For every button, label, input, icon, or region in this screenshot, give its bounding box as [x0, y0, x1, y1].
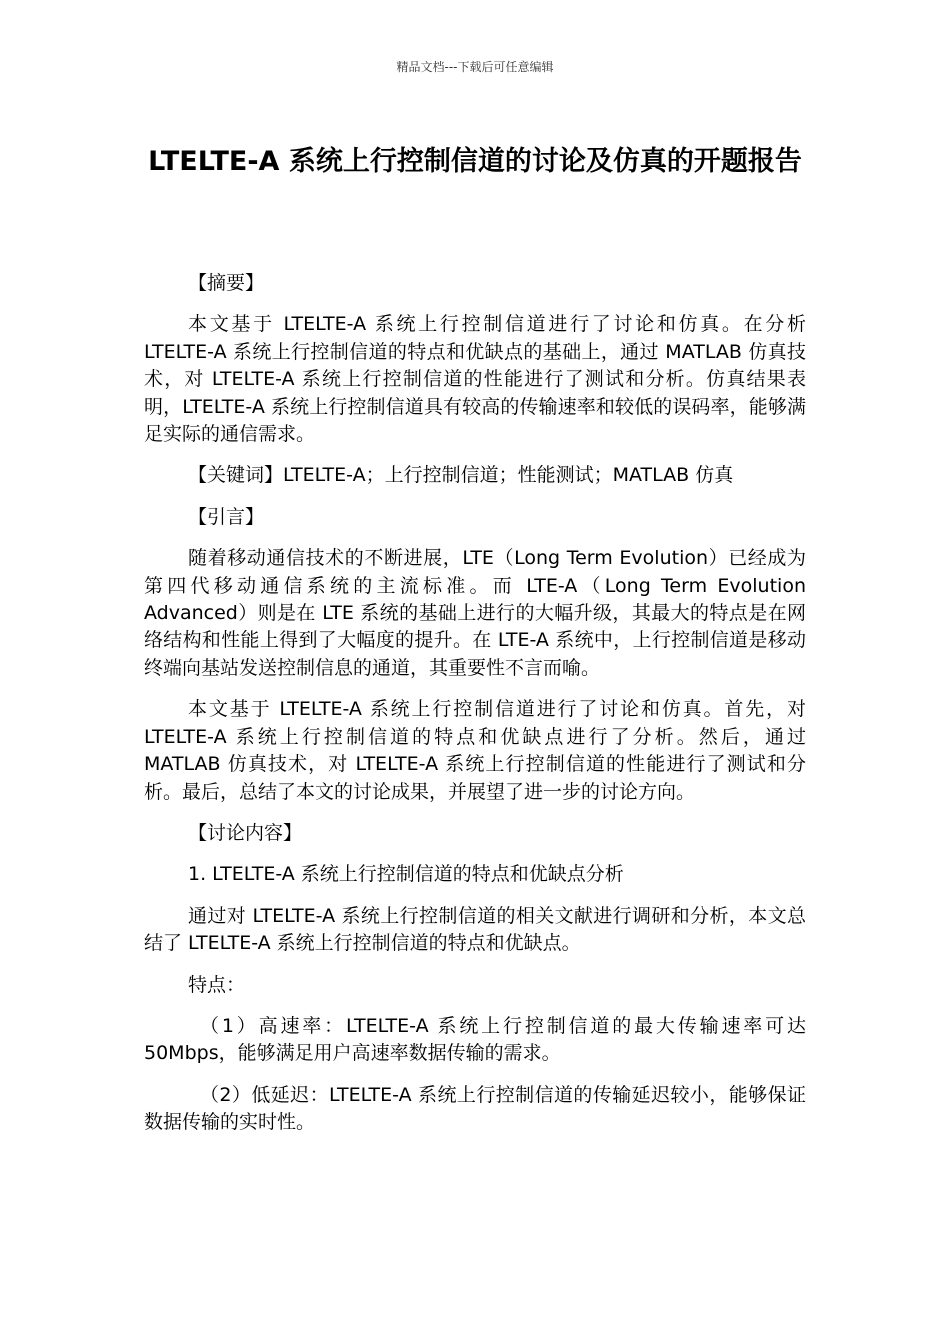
features-label: 特点： — [188, 973, 246, 996]
abstract-heading: 【摘要】 — [188, 272, 265, 294]
feature-item-1: （1）高速率：LTELTE-A 系统上行控制信道的最大传输速率可达 50Mbps，能够满足用户高速率数据传输的需求。 — [144, 1014, 806, 1065]
page-header: 精品文档---下载后可任意编辑 — [396, 60, 554, 74]
section-1-heading: 1. LTELTE-A 系统上行控制信道的特点和优缺点分析 — [188, 863, 624, 886]
document-body — [144, 270, 806, 1151]
intro-paragraph-1: 随着移动通信技术的不断进展，LTE（Long Term Evolution）已经成为第四代移动通信系统的主流标准。而 LTE-A（Long Term Evolution Advanced）则是在 LTE 系统的基础上进行的大幅升级，其最大的特点是在网络结构和性能上得到了大幅度的提升。在 LTE-A 系统中，上行控制信道是移动终端向基站发送控制信息的通道，其重要性不言而喻。 — [144, 547, 806, 679]
intro-heading: 【引言】 — [188, 505, 265, 528]
abstract-paragraph: 本文基于 LTELTE-A 系统上行控制信道进行了讨论和仿真。在分析 LTELTE-A 系统上行控制信道的特点和优缺点的基础上，通过 MATLAB 仿真技术，对 LTELTE-A 系统上行控制信道的性能进行了测试和分析。仿真结果表明，LTELTE-A 系统上行控制信道具有较高的传输速率和较低的误码率，能够满足实际的通信需求。 — [144, 313, 806, 446]
intro-paragraph-2: 本文基于 LTELTE-A 系统上行控制信道进行了讨论和仿真。首先，对 LTELTE-A 系统上行控制信道的特点和优缺点进行了分析。然后，通过 MATLAB 仿真技术，对 LTELTE-A 系统上行控制信道的性能进行了测试和分析。最后，总结了本文的讨论成果，并展望了进一步的讨论方向。 — [144, 698, 806, 803]
content-heading: 【讨论内容】 — [188, 821, 303, 844]
keywords-line: 【关键词】LTELTE-A；上行控制信道；性能测试；MATLAB 仿真 — [188, 464, 734, 487]
section-1-paragraph: 通过对 LTELTE-A 系统上行控制信道的相关文献进行调研和分析，本文总结了 LTELTE-A 系统上行控制信道的特点和优缺点。 — [144, 904, 806, 955]
feature-item-2: （2）低延迟：LTELTE-A 系统上行控制信道的传输延迟较小，能够保证数据传输的实时性。 — [144, 1083, 806, 1134]
document-title: LTELTE-A 系统上行控制信道的讨论及仿真的开题报告 — [148, 146, 802, 177]
